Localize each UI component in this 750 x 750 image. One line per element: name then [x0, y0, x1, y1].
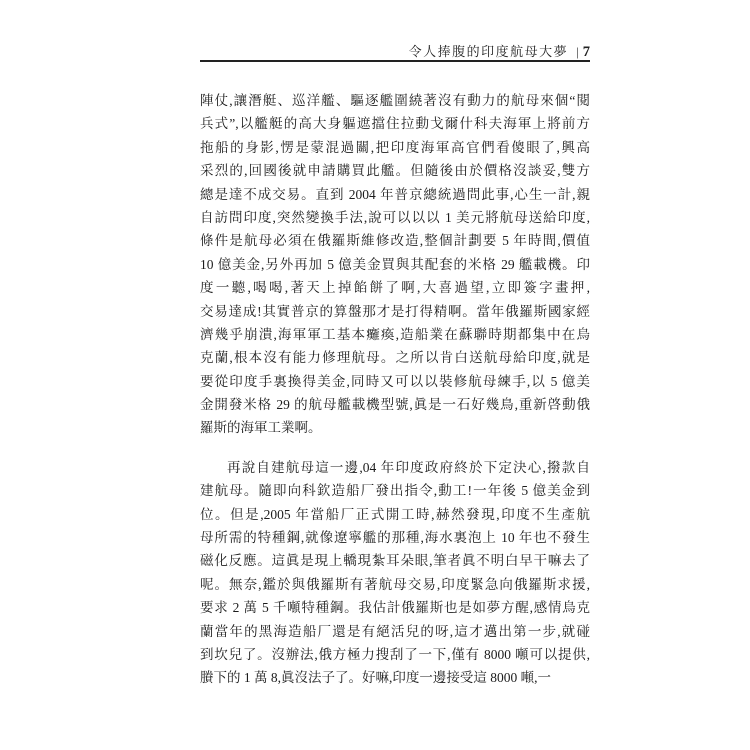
page-number: 7 — [582, 44, 590, 60]
page-body — [200, 89, 590, 690]
text-line: 克蘭,根本沒有能力修理航母。之所以肯白送航母給印度,就是 — [200, 350, 590, 366]
text-line: 拖船的身影,愣是蒙混過關,把印度海軍高官們看傻眼了,興高 — [200, 139, 590, 155]
text-line: 要求 2 萬 5 千噸特種鋼。我估計俄羅斯也是如夢方醒,感情烏克 — [200, 600, 590, 616]
text-line: 陣仗,讓潛艇、巡洋艦、驅逐艦圍繞著沒有動力的航母來個“閱 — [200, 93, 590, 108]
text-line: 蘭當年的黑海造船厂還是有絕活兒的呀,這才邁出第一步,就碰 — [200, 623, 590, 639]
paragraph — [200, 89, 590, 440]
text-line: 總是達不成交易。直到 2004 年普京總統過問此事,心生一計,親 — [200, 186, 590, 202]
header-rule — [200, 60, 590, 62]
text-line: 再說自建航母這一邊,04 年印度政府終於下定決心,撥款自 — [227, 459, 590, 475]
text-line: 呢。無奈,鑑於與俄羅斯有著航母交易,印度緊急向俄羅斯求援, — [200, 576, 590, 592]
text-line: 建航母。隨即向科欽造船厂發出指令,動工!一年後 5 億美金到 — [200, 483, 590, 499]
running-head — [200, 41, 590, 61]
text-line: 交易達成!其實普京的算盤那才是打得精啊。當年俄羅斯國家經 — [200, 303, 590, 319]
text-line: 條件是航母必須在俄羅斯維修改造,整個計劃要 5 年時間,價值 — [200, 233, 590, 249]
text-line: 母所需的特種鋼,就像遼寧艦的那種,海水裏泡上 10 年也不發生 — [200, 530, 590, 546]
text-line: 10 億美金,另外再加 5 億美金買與其配套的米格 29 艦載機。印 — [200, 256, 590, 272]
text-line: 自訪問印度,突然變換手法,說可以以以 1 美元將航母送給印度, — [200, 209, 590, 225]
paragraph — [200, 456, 590, 690]
text-line: 羅斯的海軍工業啊。 — [200, 420, 322, 436]
text-line: 采烈的,回國後就申請購買此艦。但隨後由於價格沒談妥,雙方 — [200, 163, 590, 179]
text-line: 金開發米格 29 的航母艦載機型號,眞是一石好幾鳥,重新啓動俄 — [200, 397, 590, 413]
text-line: 度一聽,喝喝,著天上掉餡餅了啊,大喜過望,立即簽字畫押, — [200, 280, 590, 296]
text-line: 兵式”,以艦艇的高大身軀遮擋住拉動戈爾什科夫海軍上將前方 — [200, 116, 590, 132]
text-line: 位。但是,2005 年當船厂正式開工時,赫然發現,印度不生產航 — [200, 506, 590, 522]
text-line: 濟幾乎崩潰,海軍軍工基本癱瘓,造船業在蘇聯時期都集中在烏 — [200, 326, 590, 342]
text-line: 到坎兒了。沒辦法,俄方極力搜刮了一下,僅有 8000 噸可以提供, — [200, 646, 590, 662]
running-head-title: 令人捧腹的印度航母大夢 — [408, 44, 569, 59]
text-line: 要從印度手裏換得美金,同時又可以以裝修航母練手,以 5 億美 — [200, 373, 590, 389]
header-divider: | — [576, 44, 579, 59]
text-line: 賸下的 1 萬 8,眞沒法子了。好嘛,印度一邊接受這 8000 噸,一 — [200, 670, 551, 686]
text-line: 磁化反應。這眞是現上轎現紮耳朵眼,筆者眞不明白早干嘛去了 — [200, 553, 590, 569]
